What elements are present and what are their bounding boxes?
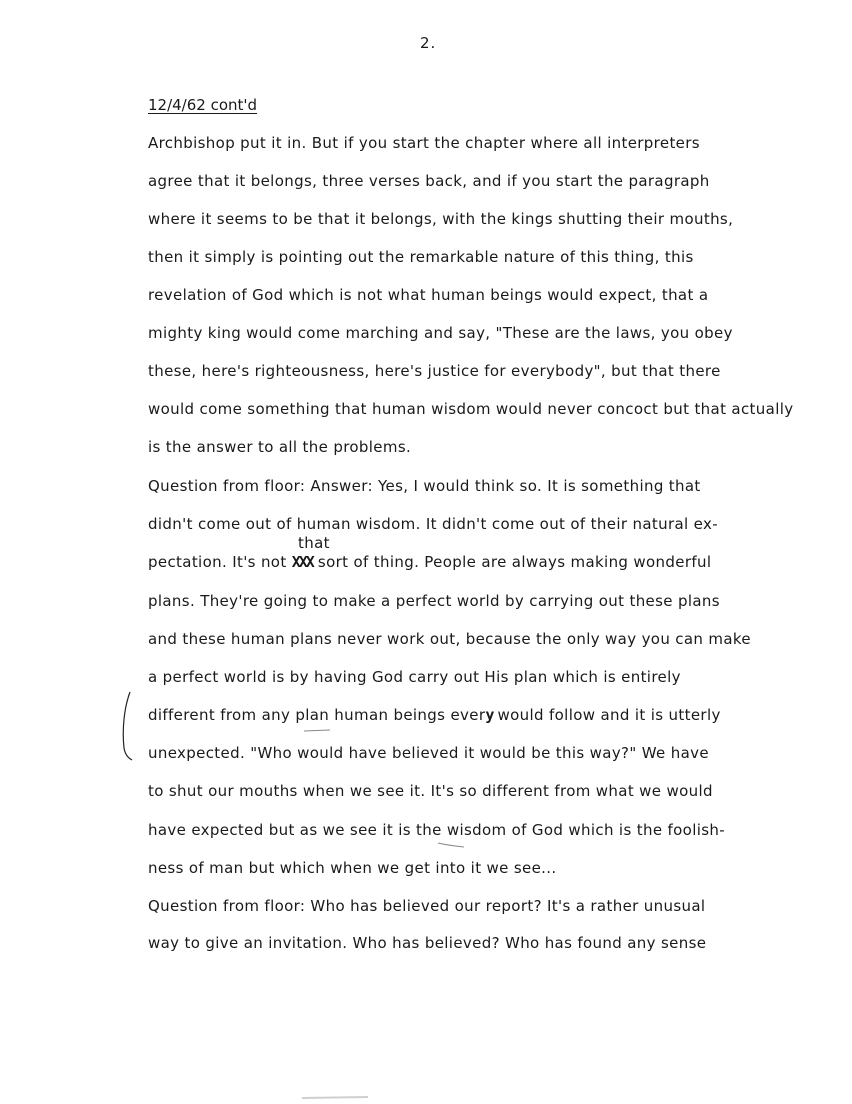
text-line: way to give an invitation. Who has believed? Who has found any sense bbox=[148, 934, 707, 952]
text-line: didn't come out of human wisdom. It didn't come out of their natural ex- bbox=[148, 515, 718, 533]
text-line: Question from floor: Who has believed our report? It's a rather unusual bbox=[148, 897, 706, 915]
text-line: these, here's righteousness, here's justice for everybody", but that there bbox=[148, 362, 721, 380]
text-line-with-strikeout bbox=[148, 706, 721, 724]
text-line: and these human plans never work out, because the only way you can make bbox=[148, 630, 751, 648]
text-line: plans. They're going to make a perfect world by carrying out these plans bbox=[148, 592, 720, 610]
date-heading: 12/4/62 cont'd bbox=[148, 96, 258, 114]
text-line: to shut our mouths when we see it. It's so different from what we would bbox=[148, 782, 713, 800]
text-line: Archbishop put it in. But if you start the chapter where all interpreters bbox=[148, 134, 700, 152]
line-segment: pectation. It's not bbox=[148, 553, 292, 571]
text-line: ness of man but which when we get into it we see... bbox=[148, 859, 557, 877]
text-line: revelation of God which is not what human beings would expect, that a bbox=[148, 286, 709, 304]
text-line: is the answer to all the problems. bbox=[148, 438, 412, 456]
line-segment: would follow and it is utterly bbox=[492, 706, 721, 724]
text-line: unexpected. "Who would have believed it would be this way?" We have bbox=[148, 744, 709, 762]
line-segment: different from any plan human beings ever bbox=[148, 706, 486, 724]
line-segment: sort of thing. People are always making wonderful bbox=[312, 553, 712, 571]
text-line-with-strikeout bbox=[148, 553, 711, 571]
text-line: have expected but as we see it is the wisdom of God which is the foolish- bbox=[148, 821, 726, 839]
handwritten-insertion: that bbox=[298, 534, 330, 552]
text-line: then it simply is pointing out the remarkable nature of this thing, this bbox=[148, 248, 694, 266]
pencil-smudge-mark bbox=[300, 1094, 370, 1100]
text-line: mighty king would come marching and say, "These are the laws, you obey bbox=[148, 324, 733, 342]
text-line: where it seems to be that it belongs, with the kings shutting their mouths, bbox=[148, 210, 734, 228]
margin-bracket-mark bbox=[118, 690, 138, 762]
text-line: Question from floor: Answer: Yes, I would think so. It is something that bbox=[148, 477, 701, 495]
struck-out-letter: y bbox=[485, 706, 493, 724]
text-line: a perfect world is by having God carry out His plan which is entirely bbox=[148, 668, 681, 686]
text-line: would come something that human wisdom would never concoct but that actually bbox=[148, 400, 794, 418]
page-number: 2. bbox=[420, 34, 437, 52]
pencil-underline-mark bbox=[302, 728, 332, 734]
text-line: agree that it belongs, three verses back, and if you start the paragraph bbox=[148, 172, 710, 190]
struck-out-text: XXX bbox=[291, 553, 313, 571]
pencil-underline-mark bbox=[436, 840, 466, 848]
